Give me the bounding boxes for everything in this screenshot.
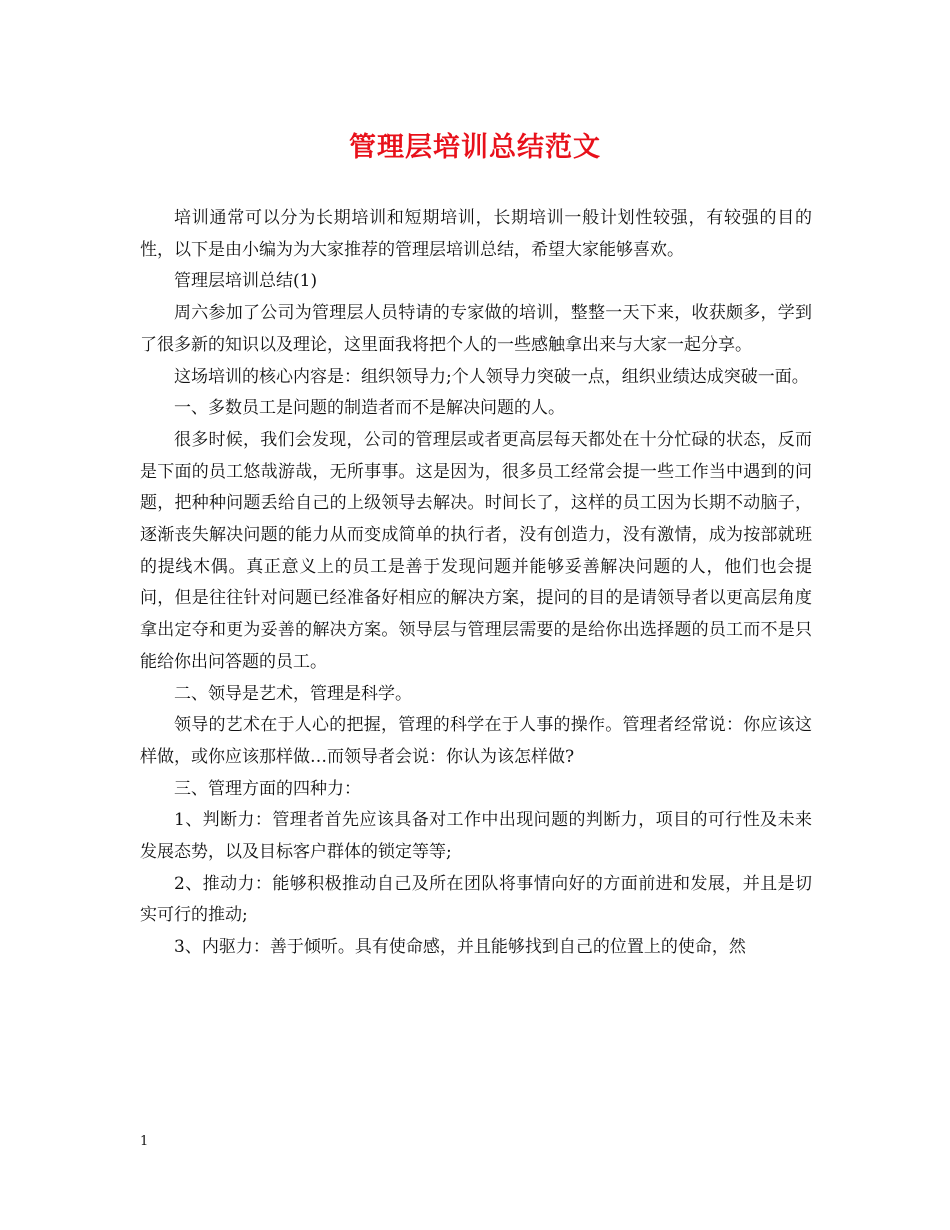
page-number: 1	[140, 1134, 149, 1149]
paragraph-point-two: 二、领导是艺术，管理是科学。	[174, 683, 412, 704]
paragraph-intro: 培训通常可以分为长期培训和短期培训，长期培训一般计划性较强，有较强的目的性，以下是由小编为为大家推荐的管理层培训总结，希望大家能够喜欢。	[140, 208, 812, 260]
paragraph-drive: 2、推动力：能够积极推动自己及所在团队将事情向好的方面前进和发展，并且是切实可行的推动;	[140, 873, 812, 926]
paragraph-point-one-detail: 很多时候，我们会发现，公司的管理层或者更高层每天都处在十分忙碌的状态，反而是下面的员工悠哉游哉，无所事事。这是因为，很多员工经常会提一些工作当中遇到的问题，把种种问题丢给自己的上级领导去解决。时间长了，这样的员工因为长期不动脑子，逐渐丧失解决问题的能力从而变成简单的执行者，没有创造力，没有激情，成为按部就班的提线木偶。真正意义上的员工是善于发现问题并能够妥善解决问题的人，他们也会提问，但是往往针对问题已经准备好相应的解决方案，提问的目的是请领导者以更高层角度拿出定夺和更为妥善的解决方案。领导层与管理层需要的是给你出选择题的员工而不是只能给你出问答题的员工。	[140, 429, 812, 672]
paragraph-inner-drive: 3、内驱力：善于倾听。具有使命感，并且能够找到自己的位置上的使命，然	[174, 937, 746, 958]
document-title: 管理层培训总结范文	[349, 132, 601, 163]
paragraph-point-two-detail: 领导的艺术在于人心的把握，管理的科学在于人事的操作。管理者经常说：你应该这样做，或你应该那样做…而领导者会说：你认为该怎样做?	[140, 715, 812, 767]
paragraph-section-heading: 管理层培训总结(1)	[174, 271, 318, 292]
document-body	[140, 203, 812, 964]
paragraph-core-content: 这场培训的核心内容是：组织领导力;个人领导力突破一点，组织业绩达成突破一面。	[174, 366, 809, 387]
paragraph-judgment: 1、判断力：管理者首先应该具备对工作中出现问题的判断力，项目的可行性及未来发展态势，以及目标客户群体的锁定等等;	[140, 810, 812, 863]
paragraph-point-one: 一、多数员工是问题的制造者而不是解决问题的人。	[174, 398, 565, 419]
paragraph-training-overview: 周六参加了公司为管理层人员特请的专家做的培训，整整一天下来，收获颇多，学到了很多新的知识以及理论，这里面我将把个人的一些感触拿出来与大家一起分享。	[140, 303, 812, 355]
paragraph-point-three: 三、管理方面的四种力：	[174, 778, 361, 799]
